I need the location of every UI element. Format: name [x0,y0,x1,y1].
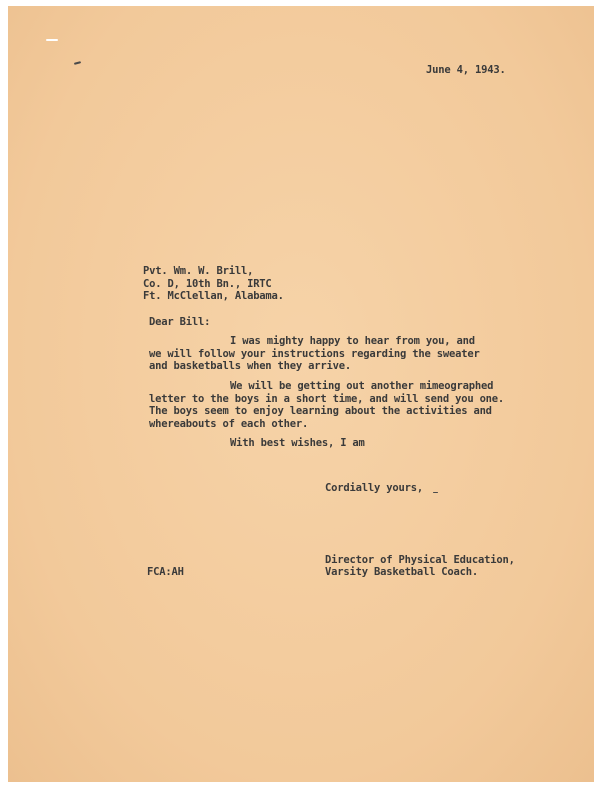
paragraph-2-line-3: The boys seem to enjoy learning about the activities and [149,405,492,417]
signature-line-2: Varsity Basketball Coach. [325,566,479,578]
letter-date: June 4, 1943. [426,64,506,76]
paper-mark [46,39,58,41]
paragraph-3: With best wishes, I am [230,437,365,449]
paragraph-1-line-3: and basketballs when they arrive. [149,360,352,372]
paragraph-2-line-1: We will be getting out another mimeographed [230,380,494,392]
paragraph-1-line-1: I was mighty happy to hear from you, and [230,335,475,347]
signature-line-1: Director of Physical Education, [325,554,515,566]
initials: FCA:AH [147,566,184,578]
paragraph-2-line-2: letter to the boys in a short time, and will send you one. [149,393,505,405]
salutation: Dear Bill: [149,316,211,328]
recipient-line-2: Co. D, 10th Bn., IRTC [143,278,272,290]
closing: Cordially yours, [325,482,423,494]
ink-speck [433,492,438,493]
recipient-line-3: Ft. McClellan, Alabama. [143,290,284,302]
paragraph-1-line-2: we will follow your instructions regarding the sweater [149,348,480,360]
ink-speck [74,61,81,65]
paragraph-2-line-4: whereabouts of each other. [149,418,309,430]
recipient-line-1: Pvt. Wm. W. Brill, [143,265,254,277]
